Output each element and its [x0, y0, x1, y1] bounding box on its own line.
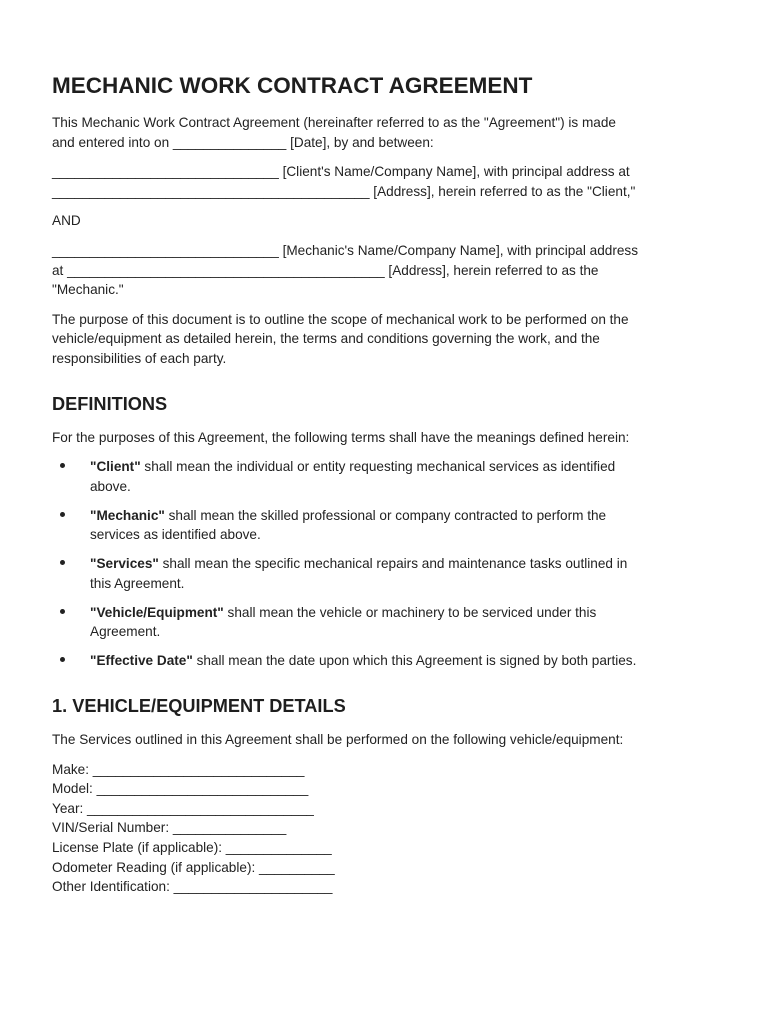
- mechanic-line: at __________________________________________ [Address], herein referred to as the: [52, 262, 599, 278]
- definition-text: this Agreement.: [90, 575, 185, 591]
- definition-item-vehicle-equipment: [52, 603, 710, 642]
- definition-term: "Vehicle/Equipment": [90, 604, 224, 620]
- definition-text: shall mean the vehicle or machinery to be serviced under this: [223, 604, 597, 620]
- field-make: Make: ____________________________: [52, 761, 305, 777]
- definition-text: services as identified above.: [90, 527, 261, 543]
- field-year: Year: ______________________________: [52, 800, 314, 816]
- bullet-icon: [60, 512, 65, 517]
- purpose-line: The purpose of this document is to outline the scope of mechanical work to be performed on the: [52, 311, 629, 327]
- bullet-icon: [60, 609, 65, 614]
- field-odometer-reading: Odometer Reading (if applicable): __________: [52, 859, 335, 875]
- vehicle-section-intro: The Services outlined in this Agreement shall be performed on the following vehicle/equipment:: [52, 732, 624, 748]
- field-model: Model: ____________________________: [52, 781, 309, 797]
- bullet-icon: [60, 463, 65, 468]
- bullet-icon: [60, 657, 65, 662]
- definitions-heading: DEFINITIONS: [52, 393, 168, 414]
- mechanic-paragraph: [52, 241, 710, 300]
- vehicle-fields: [52, 760, 710, 897]
- definition-term: "Services": [90, 556, 159, 572]
- mechanic-line: "Mechanic.": [52, 282, 124, 298]
- definition-term: "Mechanic": [90, 507, 165, 523]
- definition-term: "Effective Date": [90, 653, 193, 669]
- definition-text: Agreement.: [90, 624, 161, 640]
- definition-item-client: [52, 457, 710, 496]
- intro-paragraph: [52, 113, 710, 152]
- definition-item-services: [52, 554, 710, 593]
- definition-text: above.: [90, 478, 131, 494]
- client-line: ______________________________ [Client's Name/Company Name], with principal address at: [52, 164, 630, 180]
- field-license-plate: License Plate (if applicable): ______________: [52, 840, 332, 855]
- purpose-paragraph: [52, 310, 710, 369]
- intro-line: This Mechanic Work Contract Agreement (hereinafter referred to as the "Agreement") is made: [52, 115, 616, 130]
- definitions-list: [52, 457, 710, 671]
- purpose-line: vehicle/equipment as detailed herein, the terms and conditions governing the work, and the: [52, 331, 600, 347]
- field-vin-serial-number: VIN/Serial Number: _______________: [52, 820, 287, 836]
- bullet-icon: [60, 560, 65, 565]
- definitions-intro: For the purposes of this Agreement, the following terms shall have the meanings defined herein:: [52, 429, 630, 445]
- document-title: MECHANIC WORK CONTRACT AGREEMENT: [52, 73, 533, 98]
- field-other-identification: Other Identification: _____________________: [52, 879, 333, 895]
- intro-line: and entered into on _______________ [Date], by and between:: [52, 134, 434, 150]
- purpose-line: responsibilities of each party.: [52, 350, 227, 366]
- definition-text: shall mean the date upon which this Agreement is signed by both parties.: [192, 653, 637, 669]
- client-line: __________________________________________ [Address], herein referred to as the "Client,": [52, 183, 636, 199]
- mechanic-line: ______________________________ [Mechanic's Name/Company Name], with principal address: [52, 242, 639, 258]
- definition-text: shall mean the specific mechanical repairs and maintenance tasks outlined in: [158, 556, 628, 572]
- client-paragraph: [52, 162, 710, 201]
- definition-item-mechanic: [52, 506, 710, 545]
- and-text: AND: [52, 213, 81, 229]
- definition-term: "Client": [90, 459, 141, 475]
- definition-text: shall mean the individual or entity requesting mechanical services as identified: [140, 459, 616, 475]
- definition-text: shall mean the skilled professional or company contracted to perform the: [164, 507, 607, 523]
- vehicle-section-heading: 1. VEHICLE/EQUIPMENT DETAILS: [52, 696, 346, 717]
- definition-item-effective-date: [52, 651, 710, 671]
